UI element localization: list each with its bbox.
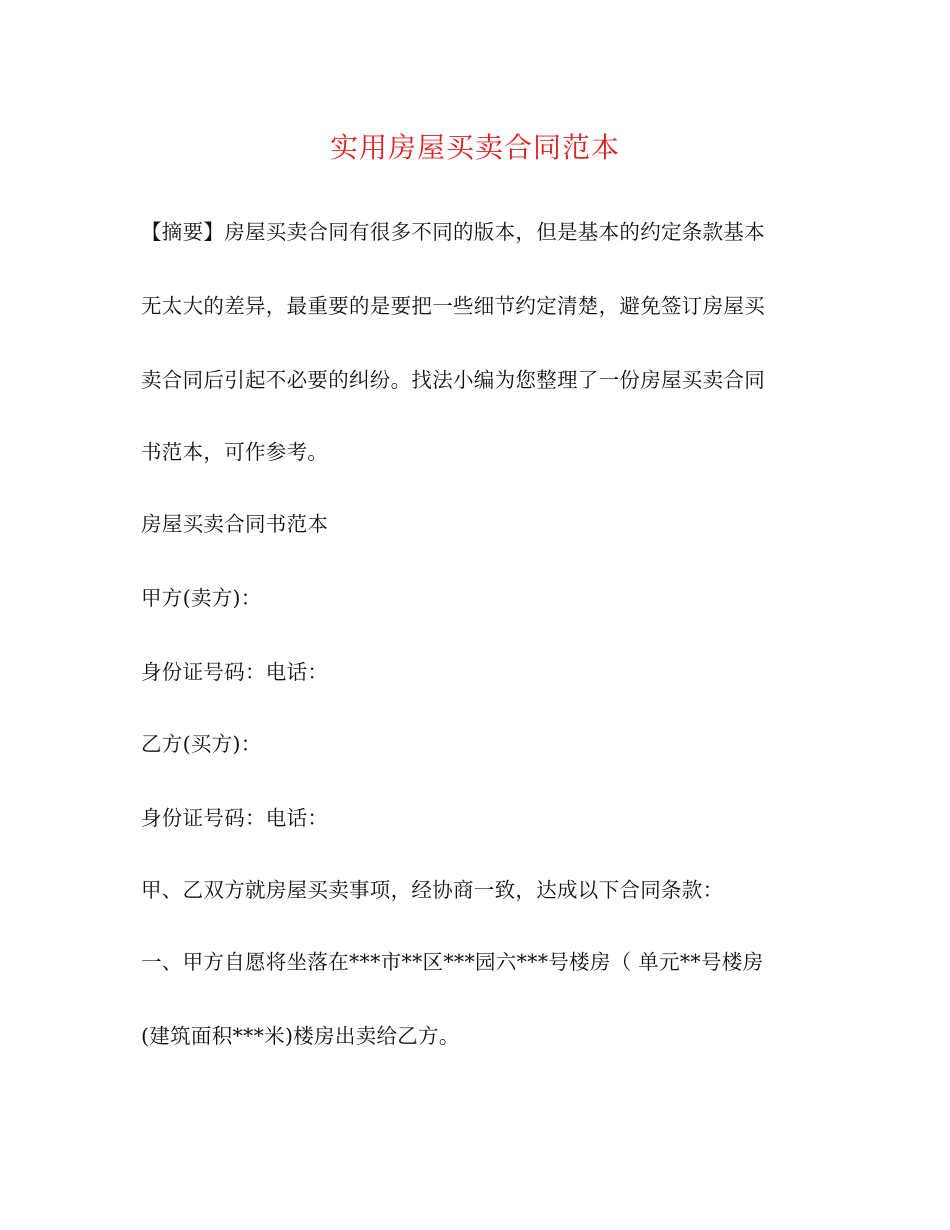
agreement-statement: 甲、乙双方就房屋买卖事项，经协商一致，达成以下合同条款： [141,878,724,902]
clause-1-line-2: (建筑面积***米)楼房出卖给乙方。 [141,1024,460,1048]
party-b-label: 乙方(买方)： [141,732,262,756]
section-heading: 房屋买卖合同书范本 [141,512,329,536]
abstract-line-4: 书范本，可作参考。 [141,440,329,464]
party-a-id-phone: 身份证号码：电话： [141,660,329,684]
document-title: 实用房屋买卖合同范本 [329,131,620,164]
abstract-line-1: 【摘要】房屋买卖合同有很多不同的版本，但是基本的约定条款基本 [141,220,765,244]
party-a-label: 甲方(卖方)： [141,586,262,610]
party-b-id-phone: 身份证号码：电话： [141,806,329,830]
abstract-line-2: 无太大的差异，最重要的是要把一些细节约定清楚，避免签订房屋买 [141,294,765,318]
abstract-line-3: 卖合同后引起不必要的纠纷。找法小编为您整理了一份房屋买卖合同 [141,368,765,392]
clause-1-line-1: 一、甲方自愿将坐落在***市**区***园六***号楼房（ 单元**号楼房 [141,950,764,974]
